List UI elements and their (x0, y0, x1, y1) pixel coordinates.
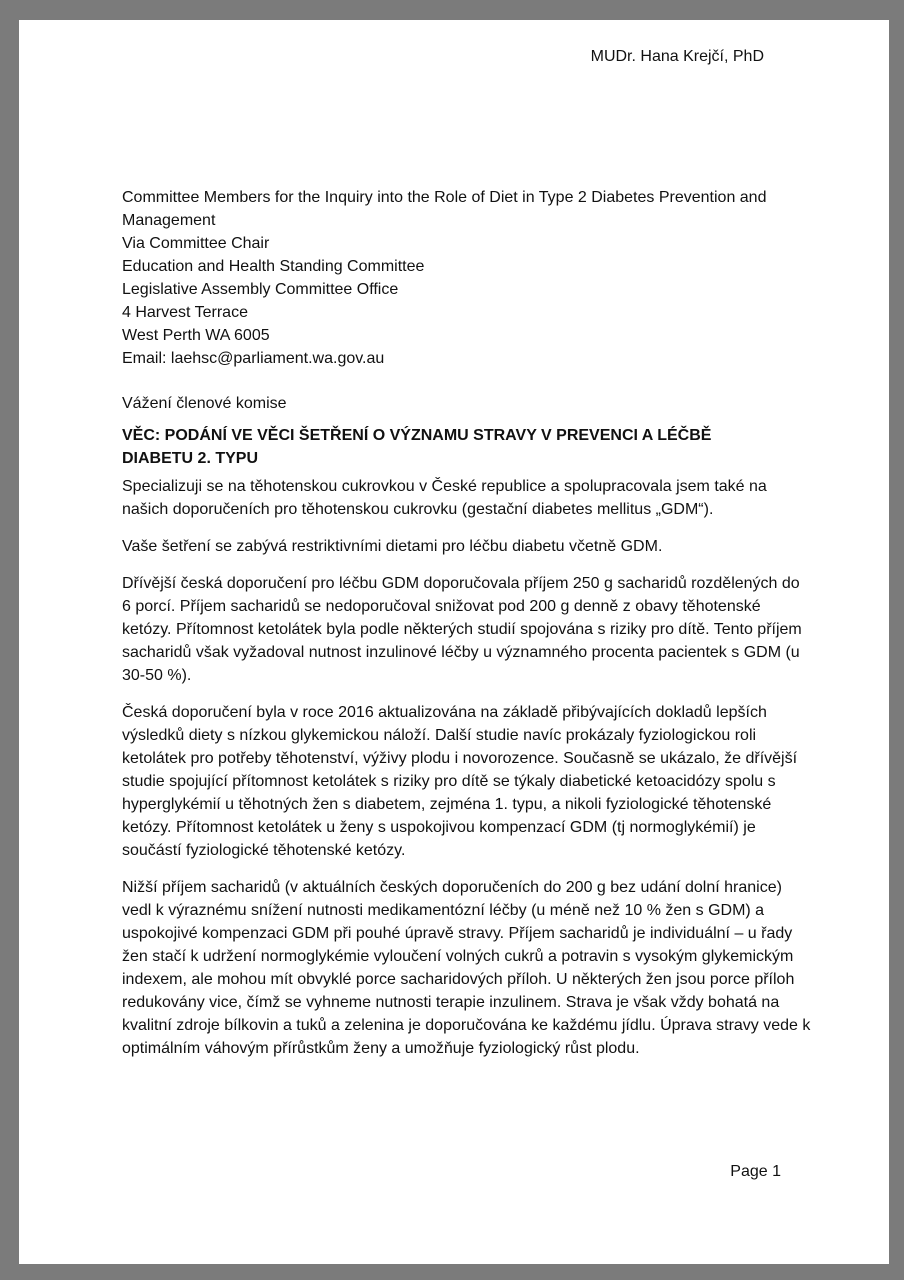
address-line: 4 Harvest Terrace (122, 304, 248, 321)
subject-heading: VĚC: PODÁNÍ VE VĚCI ŠETŘENÍ O VÝZNAMU STRAVY V PREVENCI A LÉČBĚ DIABETU 2. TYPU (122, 427, 712, 467)
body-paragraph: Dřívější česká doporučení pro léčbu GDM doporučovala příjem 250 g sacharidů rozdělených do 6 porcí. Příjem sacharidů se nedoporučoval snižovat pod 200 g denně z obavy těhotenské ketózy. Přítomnost ketolátek byla podle některých studií spojována s riziky pro dítě. Tento příjem sacharidů však vyžadoval nutnost inzulinové léčby u významného procenta pacientek s GDM (u 30-50 %). (122, 575, 802, 684)
body-paragraph: Vaše šetření se zabývá restriktivními dietami pro léčbu diabetu včetně GDM. (122, 538, 663, 555)
body-paragraph: Specializuji se na těhotenskou cukrovkou v České republice a spolupracovala jsem také na našich doporučeních pro těhotenskou cukrovku (gestační diabetes mellitus „GDM“). (122, 478, 767, 518)
address-line: Via Committee Chair (122, 235, 270, 252)
letter-body (122, 475, 812, 1074)
address-line: Education and Health Standing Committee (122, 258, 425, 275)
address-line: Legislative Assembly Committee Office (122, 281, 399, 298)
body-paragraph: Nižší příjem sacharidů (v aktuálních českých doporučeních do 200 g bez udání dolní hranice) vedl k výraznému snížení nutnosti medikamentózní léčby (u méně než 10 % žen s GDM) a uspokojivé kompenzaci GDM při pouhé úpravě stravy. Příjem sacharidů je individuální – u řady žen stačí k udržení normoglykémie vyloučení volných cukrů a potravin s vysokým glykemickým indexem, ale mohou mít obvyklé porce sacharidových příloh. U některých žen jsou porce příloh redukovány vice, čímž se vyhneme nutnosti terapie inzulinem. Strava je však vždy bohatá na kvalitní zdroje bílkovin a tuků a zelenina je doporučována ke každému jídlu. Úprava stravy vede k optimálním váhovým přírůstkům ženy a umožňuje fyziologický růst plodu. (122, 879, 811, 1057)
address-line: West Perth WA 6005 (122, 327, 270, 344)
author-header: MUDr. Hana Krejčí, PhD (590, 48, 764, 65)
salutation: Vážení členové komise (122, 395, 287, 412)
address-line-email: Email: laehsc@parliament.wa.gov.au (122, 350, 385, 367)
address-line: Committee Members for the Inquiry into the Role of Diet in Type 2 Diabetes Prevention and (122, 189, 767, 206)
body-paragraph: Česká doporučení byla v roce 2016 aktualizována na základě přibývajících dokladů lepších výsledků diety s nízkou glykemickou náloží. Další studie navíc prokázaly fyziologickou roli ketolátek pro potřeby těhotenství, výživy plodu i novorozence. Současně se ukázalo, že dřívější studie spojující přítomnost ketolátek s riziky pro dítě se týkaly diabetické ketoacidózy spolu s hyperglykémií u těhotných žen s diabetem, zejména 1. typu, a nikoli fyziologické těhotenské ketózy. Přítomnost ketolátek u ženy s uspokojivou kompenzací GDM (tj normoglykémií) je součástí fyziologické těhotenské ketózy. (122, 704, 798, 859)
address-line: Management (122, 212, 216, 229)
page-number: Page 1 (730, 1163, 781, 1180)
document-page (19, 20, 889, 1264)
recipient-address (122, 186, 802, 370)
